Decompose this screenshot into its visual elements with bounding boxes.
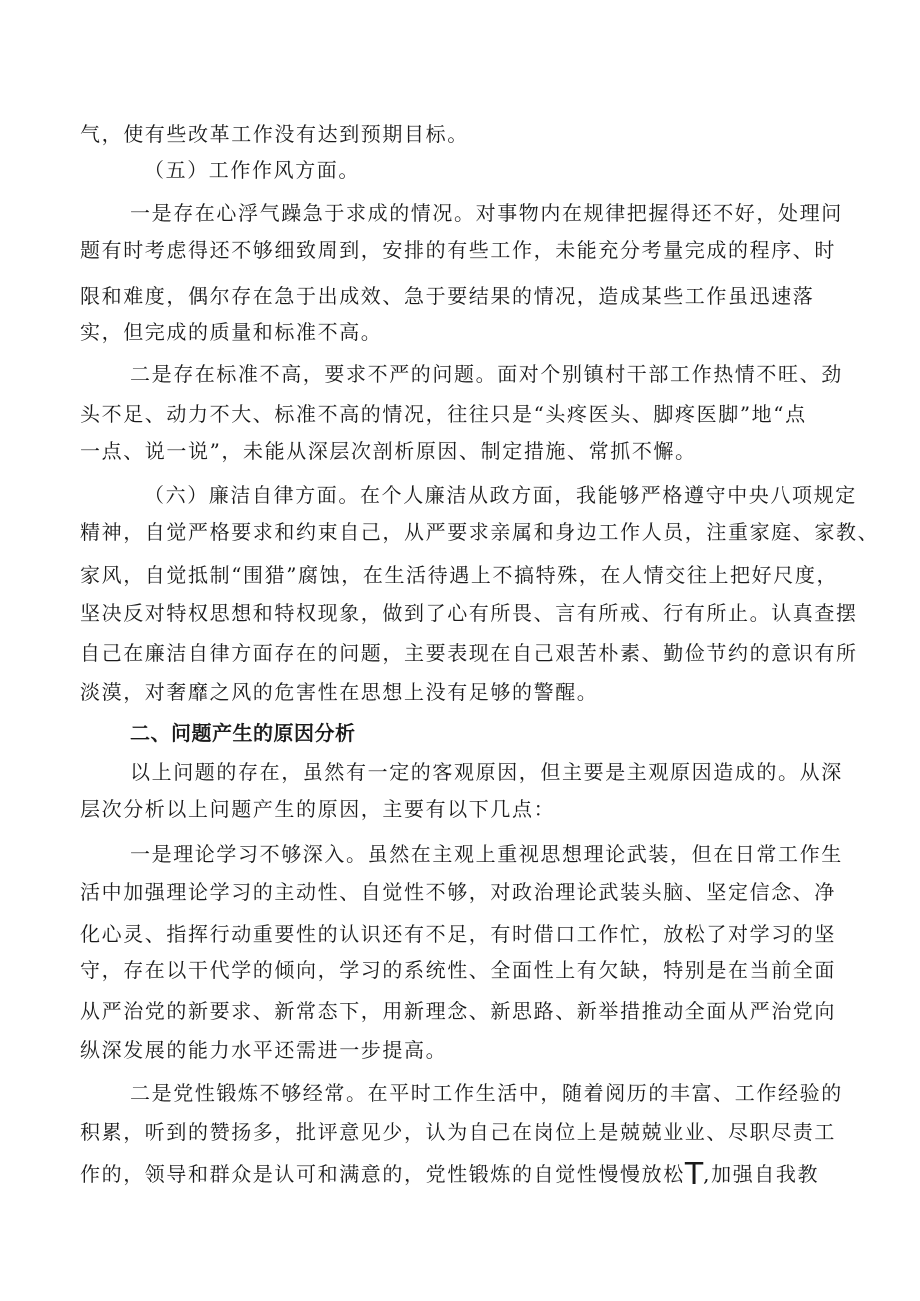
text-line: 气，使有些改革工作没有达到预期目标。: [80, 122, 469, 146]
text-line: 自己在廉洁自律方面存在的问题，主要表现在自己艰苦朴素、勤俭节约的意识有所: [80, 641, 858, 665]
text-line: 题有时考虑得还不够细致周到，安排的有些工作，未能充分考量完成的程序、时: [80, 238, 836, 262]
text-line: 以上问题的存在，虽然有一定的客观原因，但主要是主观原因造成的。从深: [130, 760, 843, 784]
chapter-heading: 二、问题产生的原因分析: [130, 721, 356, 745]
ocr-artifact-glyph: T: [684, 1157, 704, 1192]
text-line: 一是理论学习不够深入。虽然在主观上重视思想理论武装，但在日常工作生: [130, 842, 843, 866]
text-line: 实，但完成的质量和标准不高。: [80, 320, 383, 344]
text-segment: ,加强自我教: [703, 1162, 820, 1186]
section-heading: （六）廉洁自律方面。在个人廉洁从政方面，我能够严格遵守中央八项规定: [144, 483, 857, 507]
text-line: 家风，自觉抵制“围猎”腐蚀，在生活待遇上不搞特殊，在人情交往上把好尺度，: [80, 563, 839, 587]
text-line: [80, 1157, 820, 1192]
text-line: 化心灵、指挥行动重要性的认识还有不足，有时借口工作忙，放松了对学习的坚: [80, 922, 836, 946]
text-line: 一点、说一说”，未能从深层次剖析原因、制定措施、常抓不懈。: [80, 439, 697, 463]
text-line: 从严治党的新要求、新常态下，用新理念、新思路、新举措推动全面从严治党向: [80, 999, 836, 1023]
text-line: 活中加强理论学习的主动性、自觉性不够，对政治理论武装头脑、坚定信念、净: [80, 880, 836, 904]
text-line: 一是存在心浮气躁急于求成的情况。对事物内在规律把握得还不好，处理问: [130, 201, 843, 225]
text-line: 限和难度，偶尔存在急于出成效、急于要结果的情况，造成某些工作虽迅速落: [80, 284, 815, 308]
text-line: 二是党性锻炼不够经常。在平时工作生活中，随着阅历的丰富、工作经验的: [130, 1081, 843, 1105]
text-line: 守，存在以干代学的倾向，学习的系统性、全面性上有欠缺，特别是在当前全面: [80, 958, 836, 982]
text-line: 坚决反对特权思想和特权现象，做到了心有所畏、言有所戒、行有所止。认真查摆: [80, 601, 858, 625]
text-line: 积累，听到的赞扬多，批评意见少，认为自己在岗位上是兢兢业业、尽职尽责工: [80, 1120, 836, 1144]
text-line: 精神，自觉严格要求和约束自己，从严要求亲属和身边工作人员，注重家庭、家教、: [80, 520, 880, 544]
section-heading: （五）工作作风方面。: [144, 158, 360, 182]
text-line: 淡漠，对奢靡之风的危害性在思想上没有足够的警醒。: [80, 680, 599, 704]
text-line: 头不足、动力不大、标准不高的情况，往往只是“头疼医头、脚疼医脚”地“点: [80, 402, 807, 426]
text-line: 层次分析以上问题产生的原因，主要有以下几点：: [80, 797, 556, 821]
text-line: 二是存在标准不高，要求不严的问题。面对个别镇村干部工作热情不旺、劲: [130, 362, 843, 386]
text-line: 纵深发展的能力水平还需进一步提高。: [80, 1038, 448, 1062]
text-segment: 作的，领导和群众是认可和满意的，党性锻炼的自觉性慢慢放松: [80, 1162, 685, 1186]
